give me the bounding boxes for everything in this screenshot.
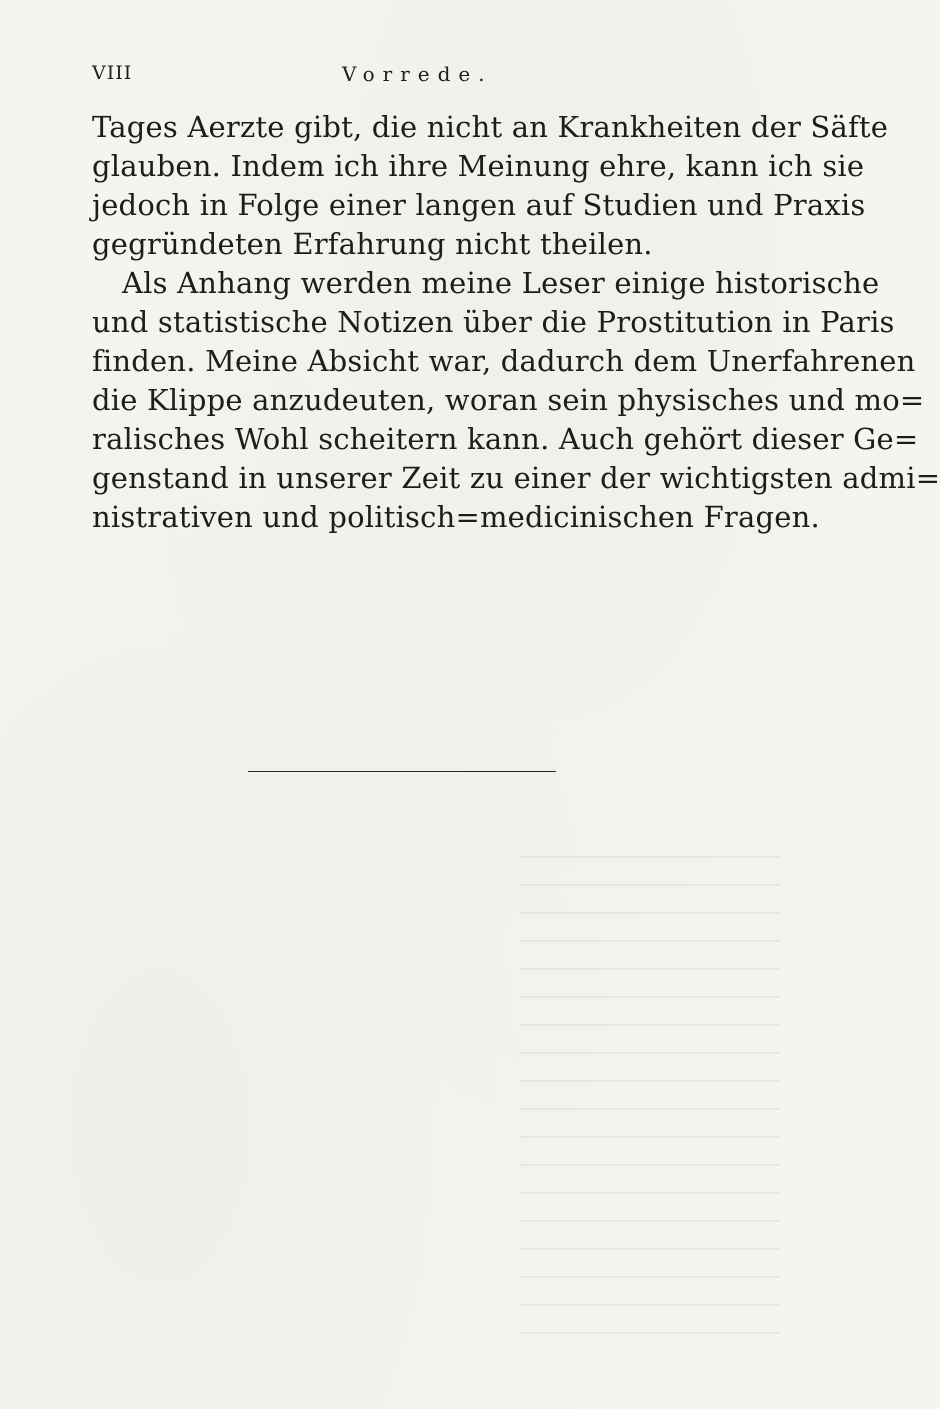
text-line: finden. Meine Absicht war, dadurch dem Unerfahrenen	[92, 344, 916, 378]
page-header	[92, 62, 740, 92]
text-line: genstand in unserer Zeit zu einer der wichtigsten admi=	[92, 461, 940, 495]
text-line: und statistische Notizen über die Prostitution in Paris	[92, 305, 895, 339]
text-line: die Klippe anzudeuten, woran sein physisches und mo=	[92, 383, 925, 417]
text-line: jedoch in Folge einer langen auf Studien und Praxis	[92, 188, 866, 222]
section-divider	[248, 771, 556, 772]
body-text	[92, 108, 940, 537]
text-line: gegründeten Erfahrung nicht theilen.	[92, 227, 653, 261]
text-line: Als Anhang werden meine Leser einige historische	[122, 266, 880, 300]
page-number: VIII	[92, 62, 133, 84]
text-line: Tages Aerzte gibt, die nicht an Krankheiten der Säfte	[92, 110, 889, 144]
text-line: glauben. Indem ich ihre Meinung ehre, kann ich sie	[92, 149, 865, 183]
running-head: Vorrede.	[342, 62, 493, 86]
text-line: nistrativen und politisch=medicinischen Fragen.	[92, 500, 820, 534]
text-line: ralisches Wohl scheitern kann. Auch gehört dieser Ge=	[92, 422, 919, 456]
bleed-through-shadow	[520, 840, 780, 1360]
